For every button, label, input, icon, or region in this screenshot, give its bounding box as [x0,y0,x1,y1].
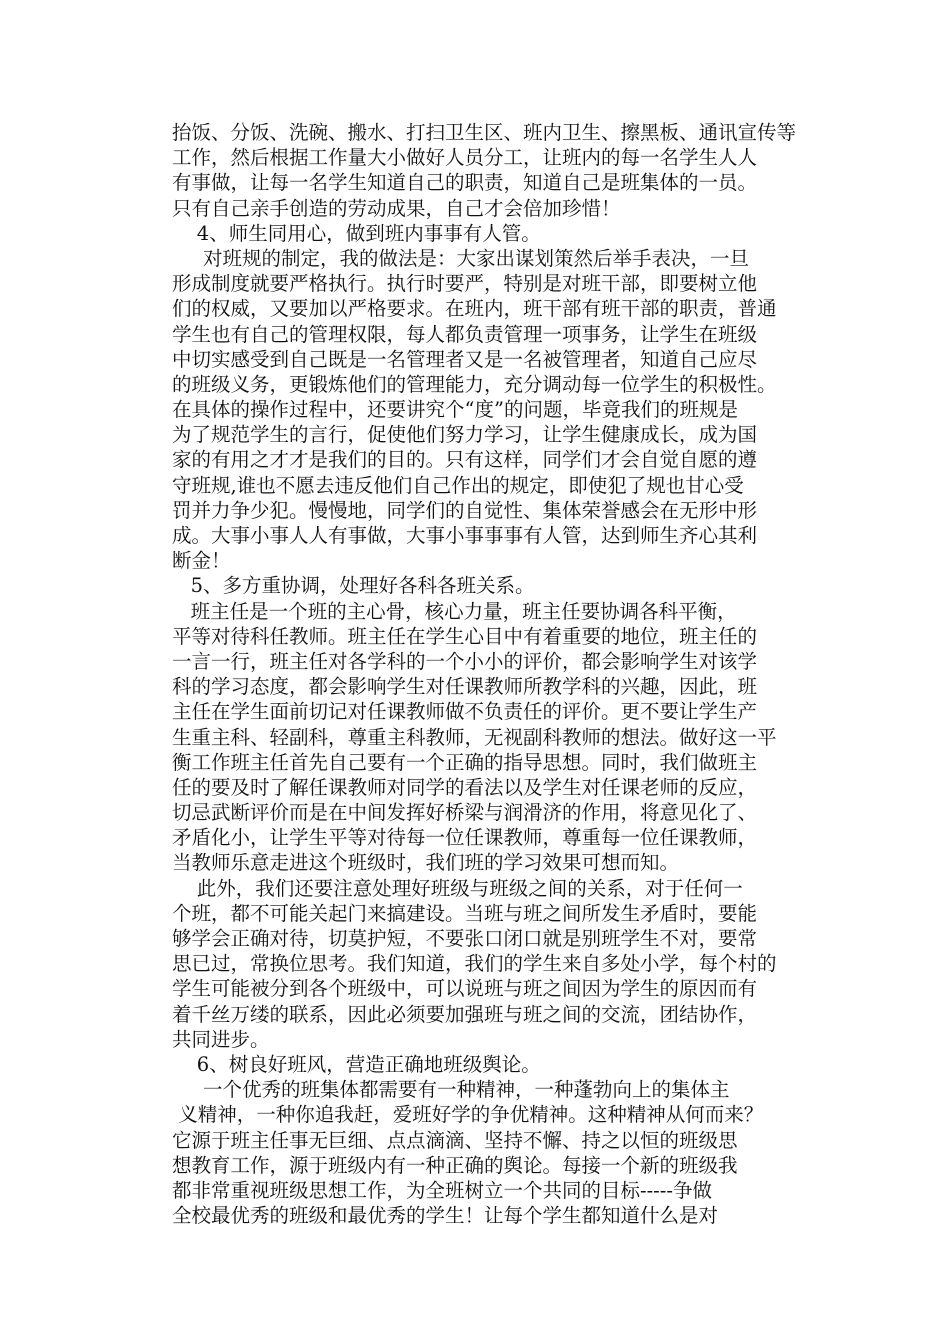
text-line: 在具体的操作过程中，还要讲究个“度”的问题，毕竟我们的班规是 [172,398,738,422]
text-line: 全校最优秀的班级和最优秀的学生！让每个学生都知道什么是对 [172,1204,719,1228]
text-line: 任的要及时了解任课教师对同学的看法以及学生对任课老师的反应， [172,775,758,799]
text-line: 主任在学生面前切记对任课教师做不负责任的评价。更不要让学生产 [172,700,758,724]
text-line: 守班规,谁也不愿去违反他们自己作出的规定，即使犯了规也甘心受 [172,473,744,497]
text-line: 班主任是一个班的主心骨，核心力量，班主任要协调各科平衡， [172,599,737,623]
text-line: 抬饭、分饭、洗碗、搬水、打扫卫生区、班内卫生、擦黑板、通讯宣传等 [172,121,797,144]
text-line: 学生也有自己的管理权限，每人都负责管理一项事务，让学生在班级 [172,322,758,346]
text-line: 想教育工作，源于班级内有一种正确的舆论。每接一个新的班级我 [172,1153,738,1177]
text-line: 的班级义务，更锻炼他们的管理能力，充分调动每一位学生的积极性。 [172,372,777,396]
text-line: 着千丝万缕的联系，因此必须要加强班与班之间的交流，团结协作， [172,1002,758,1026]
section-heading-6: 6、树良好班风，营造正确地班级舆论。 [172,1052,541,1076]
text-line: 科的学习态度，都会影响学生对任课教师所教学科的兴趣，因此，班 [172,675,758,699]
text-line: 为了规范学生的言行，促使他们努力学习，让学生健康成长，成为国 [172,423,758,447]
text-line: 们的权威，又要加以严格要求。在班内，班干部有班干部的职责，普通 [172,297,777,321]
text-line: 此外，我们还要注意处理好班级与班级之间的关系，对于任何一 [172,876,743,900]
text-line: 只有自己亲手创造的劳动成果，自己才会倍加珍惜！ [172,196,621,220]
section-heading-4: 4、师生同用心，做到班内事事有人管。 [172,221,541,245]
text-line: 有事做，让每一名学生知道自己的职责，知道自己是班集体的一员。 [172,171,758,195]
text-line: 都非常重视班级思想工作，为全班树立一个共同的目标-----争做 [172,1178,712,1202]
text-line: 当教师乐意走进这个班级时，我们班的学习效果可想而知。 [172,851,680,875]
document-body [172,120,832,1228]
text-line: 形成制度就要严格执行。执行时要严，特别是对班干部，即要树立他 [172,272,758,296]
text-line: 对班规的制定，我的做法是：大家出谋划策然后举手表决，一旦 [172,246,749,270]
text-line: 家的有用之才才是我们的目的。只有这样，同学们才会自觉自愿的遵 [172,448,758,472]
text-line: 工作，然后根据工作量大小做好人员分工，让班内的每一名学生人人 [172,146,758,170]
text-line: 罚并力争少犯。慢慢地，同学们的自觉性、集体荣誉感会在无形中形 [172,498,758,522]
text-line: 衡工作班主任首先自己要有一个正确的指导思想。同时，我们做班主 [172,750,758,774]
text-line: 一个优秀的班集体都需要有一种精神，一种蓬勃向上的集体主 [172,1078,730,1102]
text-line: 学生可能被分到各个班级中，可以说班与班之间因为学生的原因而有 [172,977,758,1001]
text-line: 中切实感受到自己既是一名管理者又是一名被管理者，知道自己应尽 [172,347,758,371]
text-line: 个班，都不可能关起门来搞建设。当班与班之间所发生矛盾时，要能 [172,901,758,925]
text-line: 切忌武断评价而是在中间发挥好桥梁与润滑济的作用，将意见化了、 [172,801,758,825]
section-heading-5: 5、多方重协调，处理好各科各班关系。 [172,574,535,598]
text-line: 生重主科、轻副科，尊重主科教师，无视副科教师的想法。做好这一平 [172,725,777,749]
text-line: 义精神，一种你追我赶，爱班好学的争优精神。这种精神从何而来？ [172,1103,764,1127]
text-line: 它源于班主任事无巨细、点点滴滴、坚持不懈、持之以恒的班级思 [172,1128,738,1152]
text-line: 思已过，常换位思考。我们知道，我们的学生来自多处小学，每个村的 [172,952,777,976]
text-line: 矛盾化小，让学生平等对待每一位任课教师，尊重每一位任课教师， [172,826,758,850]
text-line: 断金！ [172,549,231,573]
text-line: 平等对待科任教师。班主任在学生心目中有着重要的地位，班主任的 [172,624,758,648]
text-line: 够学会正确对待，切莫护短，不要张口闭口就是别班学生不对，要常 [172,927,758,950]
text-line: 一言一行，班主任对各学科的一个小小的评价，都会影响学生对该学 [172,649,758,673]
text-line: 成。大事小事人人有事做，大事小事事事有人管，达到师生齐心其利 [172,524,758,547]
text-line: 共同进步。 [172,1027,270,1051]
